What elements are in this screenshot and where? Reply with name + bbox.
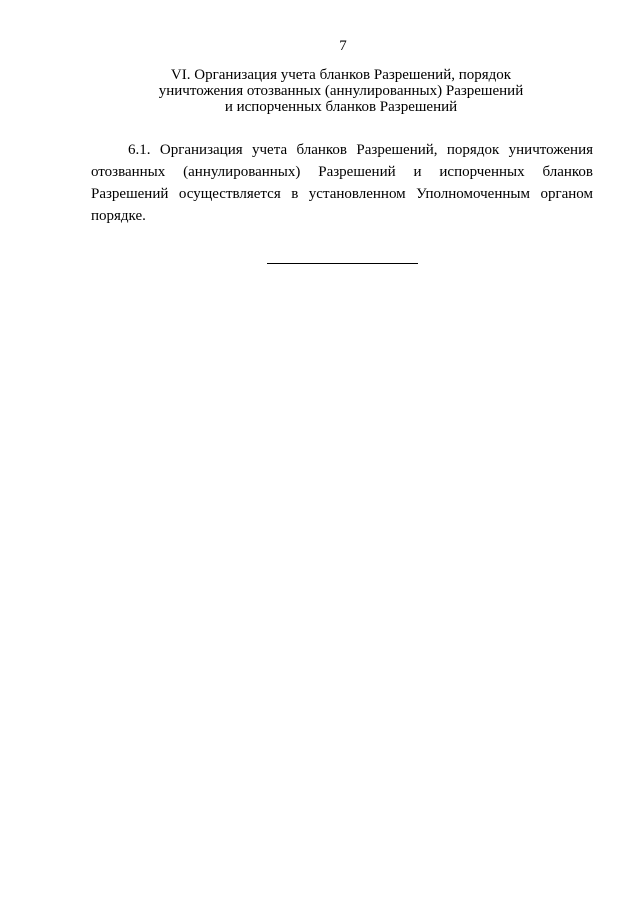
paragraph-line: 6.1. Организация учета бланков Разрешений, порядок уничтожения — [128, 142, 593, 158]
page-number: 7 — [339, 38, 347, 54]
paragraph-line: отозванных (аннулированных) Разрешений и испорченных бланков — [91, 164, 593, 180]
end-separator-line — [267, 263, 418, 264]
paragraph-line: порядке. — [91, 208, 146, 224]
section-heading — [90, 67, 592, 115]
body-paragraph — [91, 139, 593, 227]
paragraph-line: Разрешений осуществляется в установленном Уполномоченным органом — [91, 186, 593, 202]
section-heading-line: VI. Организация учета бланков Разрешений, порядок — [170, 67, 512, 83]
section-heading-line: уничтожения отозванных (аннулированных) Разрешений — [158, 83, 524, 99]
section-heading-line: и испорченных бланков Разрешений — [224, 99, 458, 115]
